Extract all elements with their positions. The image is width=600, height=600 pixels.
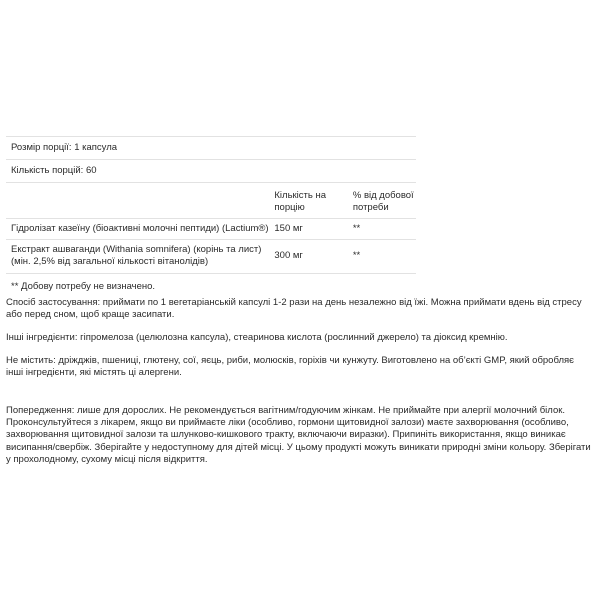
allergen-free-text: Не містить: дріжджів, пшениці, глютену, сої, яєць, риби, молюсків, горіхів чи кунжуту. Виготовлено на об’єкті GMP, який обробляє інші інгредієнти, які містять ці алергени. bbox=[6, 355, 575, 379]
ingredient-dv: ** bbox=[352, 250, 361, 261]
header-spacer bbox=[6, 190, 274, 214]
ingredient-amount: 150 мг bbox=[274, 223, 303, 234]
servings-per-container: Кількість порцій: 60 bbox=[11, 165, 97, 176]
warning-text: Попередження: лише для дорослих. Не рекомендується вагітним/годуючим жінкам. Не приймайте при алергії молочний білок. Проконсультуйтеся з лікарем, якщо ви приймаєте ліки (особливо, гормони щитовидної залози) маєте захворювання (особливо, захворювання щитовидної залози та шлунково-кишкового тракту, включаючи виразки). Припиніть використання, якщо виникає висипання/свербіж. Зберігайте у недоступному для дітей місці. У цьому продукті можуть виникати природні зміни кольору. Зберігати у прохолодному, сухому місці після відкриття. bbox=[6, 405, 591, 465]
other-ingredients-text: Інші інгредієнти: гіпромелоза (целюлозна капсула), стеаринова кислота (рослинний джерело) та діоксид кремнію. bbox=[6, 332, 508, 343]
ingredient-name: Гідролізат казеїну (біоактивні молочні пептиди) (Lactium®) bbox=[11, 223, 269, 234]
footnote: ** Добову потребу не визначено. bbox=[11, 281, 156, 292]
table-row bbox=[6, 219, 416, 239]
ingredient-dv: ** bbox=[352, 223, 361, 234]
col-dv-header: % від добової потреби bbox=[352, 190, 414, 213]
ingredient-amount: 300 мг bbox=[274, 250, 303, 261]
supplement-facts-table bbox=[6, 136, 416, 292]
ingredient-name: Екстракт ашваганди (Withania somnifera) (корінь та лист) (мін. 2,5% від загальної кількості вітанолідів) bbox=[11, 244, 262, 267]
serving-size: Розмір порції: 1 капсула bbox=[11, 142, 118, 153]
table-row bbox=[6, 240, 416, 273]
usage-text: Спосіб застосування: приймати по 1 вегетаріанській капсулі 1-2 рази на день незалежно від їжі. Можна приймати вдень від стресу або перед сном, щоб краще засипати. bbox=[6, 297, 582, 321]
col-amount-header: Кількість на порцію bbox=[274, 190, 327, 213]
table-header bbox=[6, 183, 416, 218]
